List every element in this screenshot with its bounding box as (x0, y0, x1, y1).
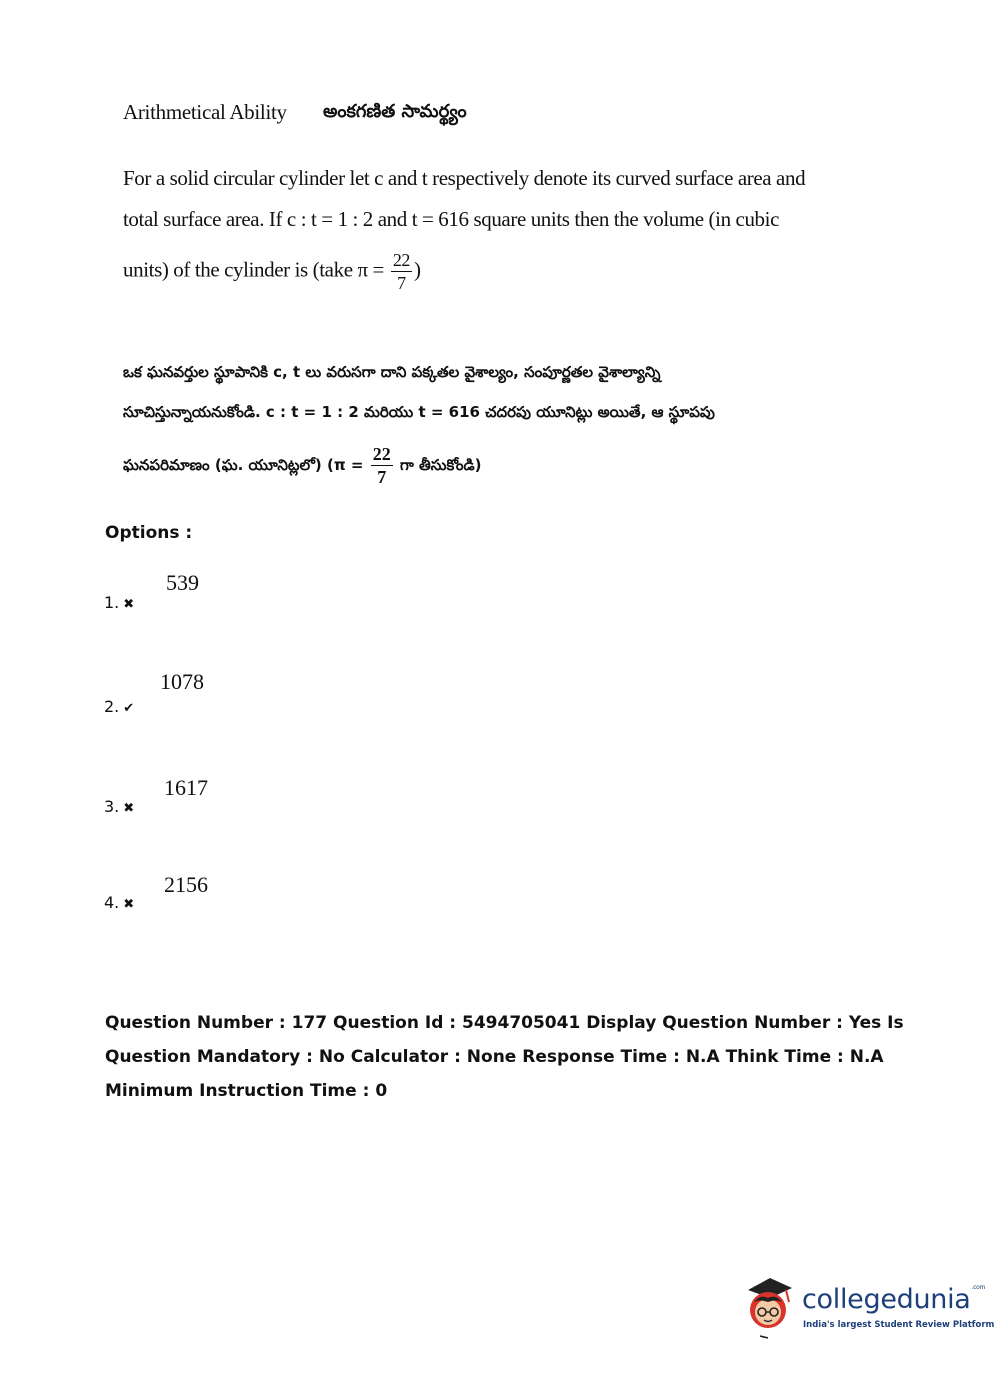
option-3-number: 3. (104, 797, 120, 816)
option-3 (104, 797, 134, 816)
question-en-line-3-text: units) of the cylinder is (take π = (123, 257, 384, 282)
option-1 (104, 593, 134, 612)
brand-name: collegedunia (802, 1284, 971, 1315)
option-2-number: 2. (104, 697, 120, 716)
brand-logo (802, 1284, 985, 1315)
cross-icon: ✖ (123, 597, 135, 612)
fraction-denominator: 7 (377, 467, 387, 487)
fraction-numerator: 22 (372, 444, 391, 464)
cross-icon: ✖ (123, 897, 135, 912)
check-icon: ✔ (123, 701, 135, 716)
option-4 (104, 893, 134, 912)
question-te-line-2: సూచిస్తున్నాయనుకోండి. c : t = 1 : 2 మరియు t = 616 చదరపు యూనిట్లు అయితే, ఆ స్థూపపు (123, 403, 715, 421)
brand-tagline: India's largest Student Review Platform (803, 1320, 995, 1330)
collegedunia-mascot-icon (740, 1272, 802, 1342)
option-2-value: 1078 (160, 669, 204, 694)
option-4-value: 2156 (164, 872, 208, 897)
question-te-line-3-text: ఘనపరిమాణం (ఘ. యూనిట్లలో) (π = (123, 456, 364, 474)
question-en-line-1: For a solid circular cylinder let c and t respectively denote its curved surface area and (123, 166, 806, 190)
brand-suffix: .com (971, 1284, 986, 1291)
option-1-number: 1. (104, 593, 120, 612)
fraction-numerator: 22 (392, 250, 411, 270)
question-en-line-3-end: ) (414, 257, 421, 282)
options-label: Options : (105, 523, 193, 543)
question-metadata: Question Number : 177 Question Id : 5494705041 Display Question Number : Yes Is Question Mandatory : No Calculator : None Response Time : N.A Think Time : N.A Minimum Instruction Time : 0 (105, 1013, 904, 1101)
option-2 (104, 697, 134, 716)
question-en-line-3 (123, 251, 421, 292)
question-te-line-1: ఒక ఘనవర్తుల స్థూపానికి c, t లు వరుసగా దాని పక్కతల వైశాల్యం, సంపూర్ణతల వైశాల్యాన్ని (123, 363, 661, 381)
fraction-denominator: 7 (397, 273, 406, 293)
question-te-line-3 (123, 445, 481, 486)
question-en-line-2: total surface area. If c : t = 1 : 2 and t = 616 square units then the volume (in cubic (123, 207, 780, 231)
pi-fraction-telugu (371, 445, 393, 486)
question-te-line-3-end: గా తీసుకోండి) (399, 456, 482, 474)
cross-icon: ✖ (123, 801, 135, 816)
section-heading: Arithmetical Ability (123, 100, 287, 124)
option-4-number: 4. (104, 893, 120, 912)
pi-fraction (391, 251, 412, 292)
option-3-value: 1617 (164, 775, 208, 800)
option-1-value: 539 (166, 570, 199, 595)
section-heading-telugu: అంకగణిత సామర్థ్యం (323, 101, 467, 122)
